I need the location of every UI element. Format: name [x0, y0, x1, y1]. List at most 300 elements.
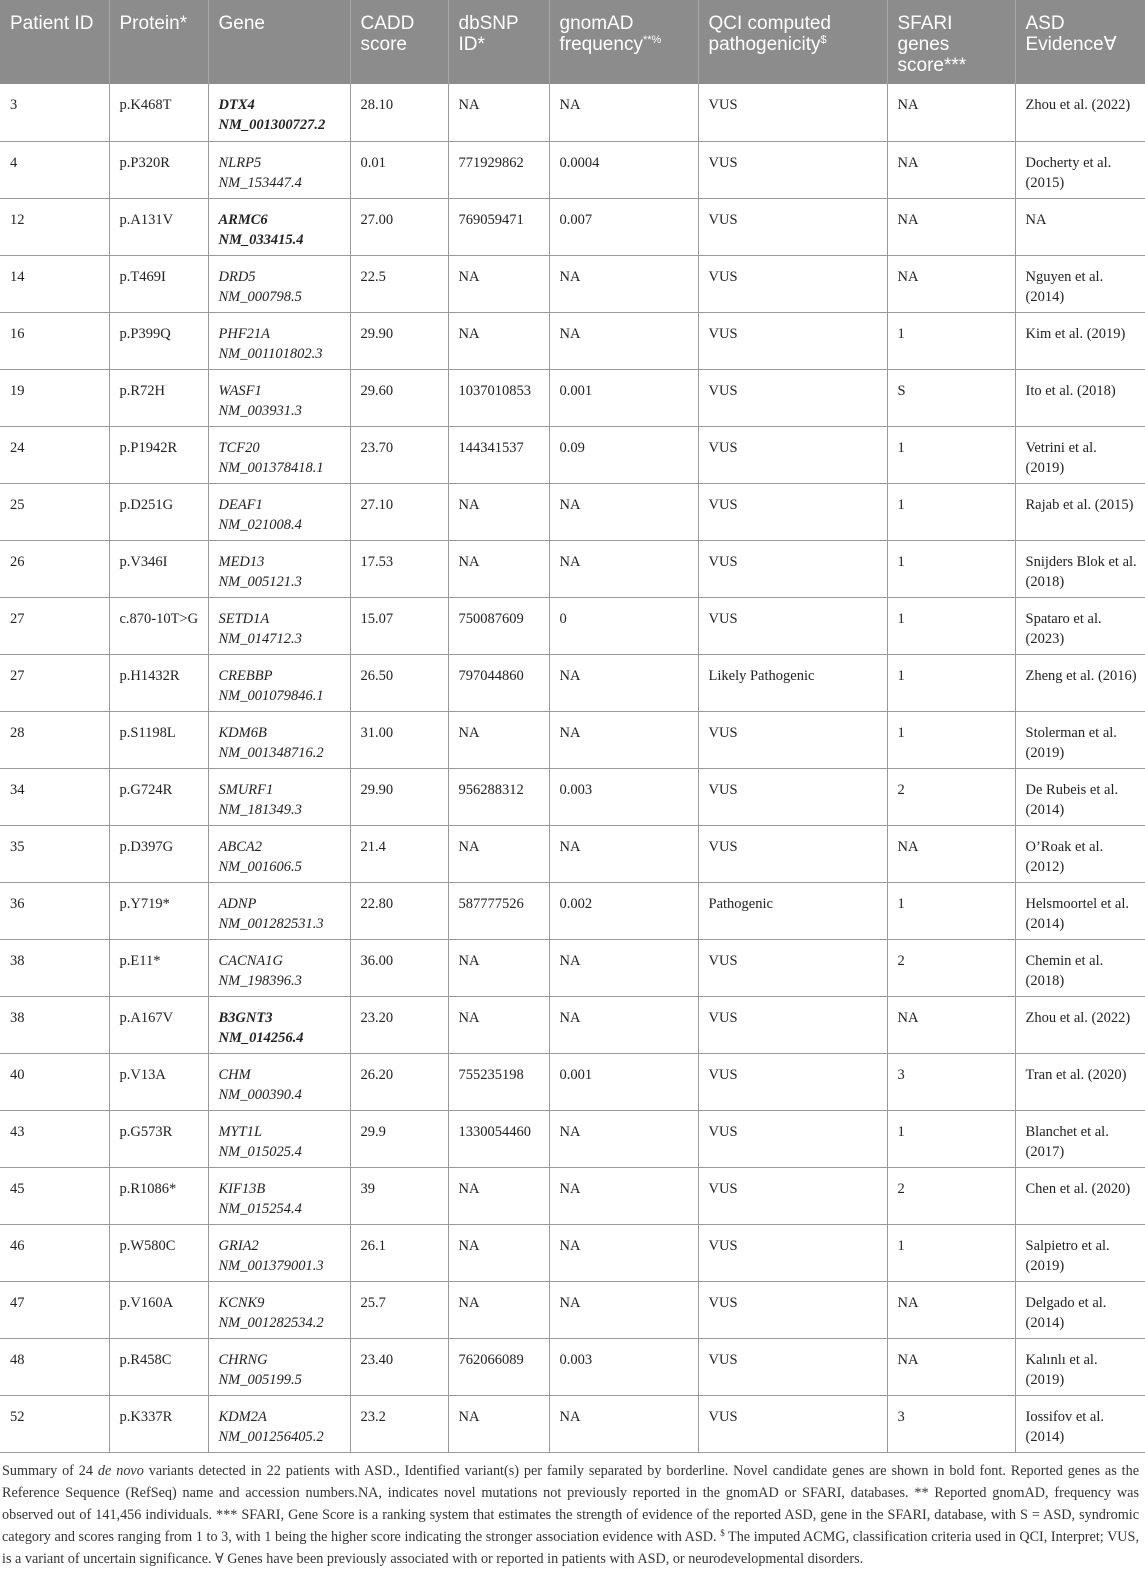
- table-row: [0, 483, 1145, 540]
- cadd-score-cell: 22.80: [350, 882, 448, 939]
- cadd-score-cell: 21.4: [350, 825, 448, 882]
- protein-cell: p.R72H: [109, 369, 208, 426]
- table-row: [0, 1167, 1145, 1224]
- patient-id-cell: 34: [0, 768, 109, 825]
- patient-id-cell: 40: [0, 1053, 109, 1110]
- dbsnp-id-cell: 1037010853: [448, 369, 549, 426]
- gnomad-frequency-cell: NA: [549, 825, 698, 882]
- pathogenicity-cell: VUS: [698, 1395, 887, 1452]
- protein-cell: p.R1086*: [109, 1167, 208, 1224]
- table-row: [0, 1224, 1145, 1281]
- sfari-score-cell: 3: [887, 1395, 1015, 1452]
- gene-cell: [208, 768, 350, 825]
- pathogenicity-cell: VUS: [698, 312, 887, 369]
- asd-evidence-cell: Helsmoortel et al. (2014): [1015, 882, 1145, 939]
- table-row: [0, 711, 1145, 768]
- sfari-score-cell: NA: [887, 255, 1015, 312]
- table-row: [0, 141, 1145, 198]
- protein-cell: p.W580C: [109, 1224, 208, 1281]
- cadd-score-cell: 22.5: [350, 255, 448, 312]
- protein-cell: p.K337R: [109, 1395, 208, 1452]
- column-header-label: Protein*: [119, 13, 188, 34]
- protein-cell: p.A167V: [109, 996, 208, 1053]
- dbsnp-id-cell: 1330054460: [448, 1110, 549, 1167]
- gene-accession: NM_198396.3: [218, 972, 302, 989]
- protein-cell: p.A131V: [109, 198, 208, 255]
- gnomad-frequency-cell: 0.003: [549, 768, 698, 825]
- dbsnp-id-cell: NA: [448, 996, 549, 1053]
- gene-accession: NM_015254.4: [218, 1200, 302, 1217]
- gene-accession: NM_021008.4: [218, 516, 302, 533]
- cadd-score-cell: 29.90: [350, 768, 448, 825]
- cadd-score-cell: 29.9: [350, 1110, 448, 1167]
- pathogenicity-cell: VUS: [698, 1110, 887, 1167]
- asd-evidence-cell: Snijders Blok et al. (2018): [1015, 540, 1145, 597]
- header-row: [0, 0, 1145, 84]
- asd-evidence-cell: Kalınlı et al. (2019): [1015, 1338, 1145, 1395]
- patient-id-cell: 38: [0, 939, 109, 996]
- cadd-score-cell: 39: [350, 1167, 448, 1224]
- sfari-score-cell: 3: [887, 1053, 1015, 1110]
- asd-evidence-cell: O’Roak et al. (2012): [1015, 825, 1145, 882]
- patient-id-cell: 52: [0, 1395, 109, 1452]
- gene-symbol: CREBBP: [218, 667, 273, 684]
- footnote-dollar: $: [720, 1527, 725, 1538]
- gene-symbol: ABCA2: [218, 838, 262, 855]
- asd-evidence-cell: Rajab et al. (2015): [1015, 483, 1145, 540]
- gnomad-frequency-cell: NA: [549, 996, 698, 1053]
- sfari-score-cell: 1: [887, 426, 1015, 483]
- column-header-label: ASD Evidence∀: [1025, 13, 1117, 55]
- gene-symbol: NLRP5: [218, 154, 262, 171]
- gene-symbol: ADNP: [218, 895, 257, 912]
- cadd-score-cell: 29.60: [350, 369, 448, 426]
- column-header-label: Gene: [218, 13, 265, 34]
- patient-id-cell: 35: [0, 825, 109, 882]
- pathogenicity-cell: VUS: [698, 84, 887, 141]
- protein-cell: p.P1942R: [109, 426, 208, 483]
- protein-cell: p.H1432R: [109, 654, 208, 711]
- gene-cell: [208, 1224, 350, 1281]
- sfari-score-cell: NA: [887, 825, 1015, 882]
- cadd-score-cell: 26.1: [350, 1224, 448, 1281]
- table-row: [0, 1395, 1145, 1452]
- patient-id-cell: 45: [0, 1167, 109, 1224]
- gene-symbol: ARMC6: [218, 211, 268, 228]
- patient-id-cell: 12: [0, 198, 109, 255]
- cadd-score-cell: 17.53: [350, 540, 448, 597]
- patient-id-cell: 43: [0, 1110, 109, 1167]
- patient-id-cell: 27: [0, 597, 109, 654]
- gnomad-frequency-cell: NA: [549, 711, 698, 768]
- table-header: [0, 0, 1145, 84]
- gene-cell: [208, 312, 350, 369]
- footnote-text-1: Summary of 24: [2, 1462, 98, 1479]
- cadd-score-cell: 28.10: [350, 84, 448, 141]
- table-row: [0, 255, 1145, 312]
- sfari-score-cell: NA: [887, 198, 1015, 255]
- pathogenicity-cell: VUS: [698, 711, 887, 768]
- gene-cell: [208, 1053, 350, 1110]
- gnomad-frequency-cell: NA: [549, 540, 698, 597]
- gene-cell: [208, 1395, 350, 1452]
- pathogenicity-cell: VUS: [698, 1167, 887, 1224]
- gene-symbol: GRIA2: [218, 1237, 259, 1254]
- sfari-score-cell: NA: [887, 141, 1015, 198]
- gnomad-frequency-cell: NA: [549, 84, 698, 141]
- protein-cell: p.Y719*: [109, 882, 208, 939]
- dbsnp-id-cell: 956288312: [448, 768, 549, 825]
- protein-cell: p.K468T: [109, 84, 208, 141]
- gnomad-frequency-cell: 0.001: [549, 1053, 698, 1110]
- asd-evidence-cell: Vetrini et al. (2019): [1015, 426, 1145, 483]
- gene-accession: NM_001379001.3: [218, 1257, 324, 1274]
- gene-symbol: KDM6B: [218, 724, 267, 741]
- gene-accession: NM_014256.4: [218, 1029, 304, 1046]
- patient-id-cell: 26: [0, 540, 109, 597]
- gene-symbol: DRD5: [218, 268, 256, 285]
- gene-symbol: SETD1A: [218, 610, 270, 627]
- cadd-score-cell: 27.00: [350, 198, 448, 255]
- gnomad-frequency-cell: 0: [549, 597, 698, 654]
- gene-cell: [208, 141, 350, 198]
- column-header: [698, 0, 887, 84]
- cadd-score-cell: 23.70: [350, 426, 448, 483]
- gene-accession: NM_014712.3: [218, 630, 302, 647]
- column-header: [448, 0, 549, 84]
- dbsnp-id-cell: NA: [448, 84, 549, 141]
- gene-cell: [208, 597, 350, 654]
- gnomad-frequency-cell: 0.09: [549, 426, 698, 483]
- asd-evidence-cell: Tran et al. (2020): [1015, 1053, 1145, 1110]
- asd-evidence-cell: Stolerman et al. (2019): [1015, 711, 1145, 768]
- gene-symbol: B3GNT3: [218, 1009, 273, 1026]
- pathogenicity-cell: VUS: [698, 255, 887, 312]
- gnomad-frequency-cell: NA: [549, 654, 698, 711]
- gene-cell: [208, 84, 350, 141]
- protein-cell: p.G724R: [109, 768, 208, 825]
- dbsnp-id-cell: 769059471: [448, 198, 549, 255]
- column-header-label: gnomAD frequency: [559, 13, 643, 55]
- gene-cell: [208, 540, 350, 597]
- gene-symbol: DTX4: [218, 97, 255, 113]
- asd-evidence-cell: Chen et al. (2020): [1015, 1167, 1145, 1224]
- gene-cell: [208, 882, 350, 939]
- sfari-score-cell: 1: [887, 312, 1015, 369]
- gnomad-frequency-cell: NA: [549, 312, 698, 369]
- protein-cell: p.S1198L: [109, 711, 208, 768]
- gene-cell: [208, 654, 350, 711]
- column-header-superscript: $: [820, 34, 827, 46]
- gnomad-frequency-cell: NA: [549, 1395, 698, 1452]
- table-row: [0, 654, 1145, 711]
- asd-evidence-cell: Blanchet et al. (2017): [1015, 1110, 1145, 1167]
- gene-symbol: CACNA1G: [218, 952, 283, 969]
- table-row: [0, 768, 1145, 825]
- column-header-label: Patient ID: [10, 13, 94, 34]
- gnomad-frequency-cell: NA: [549, 1167, 698, 1224]
- footnote-text-2: variants detected in 22 patients with ASD., Identified variant(s) per family separated by borderline. Novel candidate genes are shown in bold font. Reported genes as the Reference Sequence (RefSeq) name and accession numbers.NA, indicates novel mutations not previously reported in the gnomAD or SFARI, databases. ** Reported gnomAD, frequency was observed out of 141,456 individuals. *** SFARI, Gene Score is a ranking system that estimates the strength of evidence of the reported ASD, gene in the SFARI, database, with S = ASD, syndromic category and scores ranging from 1 to 3, with 1 being the higher score indicating the stronger association evidence with ASD.: [2, 1462, 1139, 1545]
- gene-accession: NM_001101802.3: [218, 345, 323, 362]
- pathogenicity-cell: Likely Pathogenic: [698, 654, 887, 711]
- dbsnp-id-cell: NA: [448, 540, 549, 597]
- sfari-score-cell: 1: [887, 483, 1015, 540]
- sfari-score-cell: 2: [887, 939, 1015, 996]
- table-row: [0, 1053, 1145, 1110]
- table-row: [0, 1110, 1145, 1167]
- patient-id-cell: 3: [10, 97, 18, 113]
- cadd-score-cell: 26.20: [350, 1053, 448, 1110]
- sfari-score-cell: 1: [887, 882, 1015, 939]
- sfari-score-cell: 2: [887, 768, 1015, 825]
- gnomad-frequency-cell: 0.003: [549, 1338, 698, 1395]
- table-footnote: [0, 1453, 1145, 1570]
- column-header-label: QCI computed pathogenicity: [708, 13, 831, 55]
- protein-cell: p.D251G: [109, 483, 208, 540]
- asd-evidence-cell: Iossifov et al. (2014): [1015, 1395, 1145, 1452]
- pathogenicity-cell: VUS: [698, 141, 887, 198]
- column-header-label: CADD score: [360, 13, 415, 55]
- gene-cell: [208, 1110, 350, 1167]
- gene-symbol: PHF21A: [218, 325, 271, 342]
- asd-evidence-cell: Zheng et al. (2016): [1015, 654, 1145, 711]
- dbsnp-id-cell: NA: [448, 939, 549, 996]
- cadd-score-cell: 0.01: [350, 141, 448, 198]
- pathogenicity-cell: VUS: [698, 1224, 887, 1281]
- gene-accession: NM_015025.4: [218, 1143, 302, 1160]
- pathogenicity-cell: VUS: [698, 1338, 887, 1395]
- dbsnp-id-cell: 755235198: [448, 1053, 549, 1110]
- gene-symbol: WASF1: [218, 382, 262, 399]
- gnomad-frequency-cell: NA: [549, 939, 698, 996]
- protein-cell: p.D397G: [109, 825, 208, 882]
- dbsnp-id-cell: NA: [448, 1167, 549, 1224]
- column-header-label: SFARI genes score***: [897, 13, 967, 76]
- cadd-score-cell: 31.00: [350, 711, 448, 768]
- gene-symbol: KDM2A: [218, 1408, 267, 1425]
- gene-accession: NM_001282531.3: [218, 915, 324, 932]
- pathogenicity-cell: Pathogenic: [698, 882, 887, 939]
- table-row: [0, 882, 1145, 939]
- sfari-score-cell: 1: [887, 1110, 1015, 1167]
- gene-cell: [208, 1338, 350, 1395]
- gene-symbol: CHM: [218, 1066, 251, 1083]
- table-row: [0, 369, 1145, 426]
- column-header: [1015, 0, 1145, 84]
- table-row: [0, 597, 1145, 654]
- cadd-score-cell: 29.90: [350, 312, 448, 369]
- pathogenicity-cell: VUS: [698, 198, 887, 255]
- asd-evidence-cell: Kim et al. (2019): [1015, 312, 1145, 369]
- gene-accession: NM_000798.5: [218, 288, 302, 305]
- gene-accession: NM_181349.3: [218, 801, 302, 818]
- gene-symbol: TCF20: [218, 439, 260, 456]
- table-row: [0, 1338, 1145, 1395]
- sfari-score-cell: 2: [887, 1167, 1015, 1224]
- cadd-score-cell: 26.50: [350, 654, 448, 711]
- column-header: [0, 0, 109, 84]
- column-header: [109, 0, 208, 84]
- gene-accession: NM_003931.3: [218, 402, 302, 419]
- patient-id-cell: 4: [0, 141, 109, 198]
- sfari-score-cell: NA: [887, 996, 1015, 1053]
- cadd-score-cell: 27.10: [350, 483, 448, 540]
- sfari-score-cell: NA: [887, 1281, 1015, 1338]
- protein-cell: c.870-10T>G: [109, 597, 208, 654]
- dbsnp-id-cell: NA: [448, 1224, 549, 1281]
- column-header-superscript: **%: [642, 34, 662, 46]
- dbsnp-id-cell: NA: [448, 711, 549, 768]
- asd-evidence-cell: Salpietro et al. (2019): [1015, 1224, 1145, 1281]
- cadd-score-cell: 23.2: [350, 1395, 448, 1452]
- asd-evidence-cell: Zhou et al. (2022): [1015, 996, 1145, 1053]
- column-header: [549, 0, 698, 84]
- dbsnp-id-cell: NA: [448, 1395, 549, 1452]
- patient-id-cell: 47: [0, 1281, 109, 1338]
- gene-accession: NM_005121.3: [218, 573, 302, 590]
- asd-evidence-cell: Chemin et al. (2018): [1015, 939, 1145, 996]
- dbsnp-id-cell: 144341537: [448, 426, 549, 483]
- gene-cell: [208, 369, 350, 426]
- dbsnp-id-cell: NA: [448, 825, 549, 882]
- gene-accession: NM_005199.5: [218, 1371, 302, 1388]
- pathogenicity-cell: VUS: [698, 1281, 887, 1338]
- gene-symbol: KCNK9: [218, 1294, 265, 1311]
- cadd-score-cell: 36.00: [350, 939, 448, 996]
- gnomad-frequency-cell: NA: [549, 1110, 698, 1167]
- patient-id-cell: 25: [0, 483, 109, 540]
- table-row: [0, 426, 1145, 483]
- gene-cell: [208, 711, 350, 768]
- gene-symbol: KIF13B: [218, 1180, 266, 1197]
- gene-symbol: CHRNG: [218, 1351, 268, 1368]
- patient-id-cell: 36: [0, 882, 109, 939]
- sfari-score-cell: 1: [887, 1224, 1015, 1281]
- asd-evidence-cell: Zhou et al. (2022): [1015, 84, 1145, 141]
- dbsnp-id-cell: 762066089: [448, 1338, 549, 1395]
- cadd-score-cell: 23.40: [350, 1338, 448, 1395]
- cadd-score-cell: 23.20: [350, 996, 448, 1053]
- pathogenicity-cell: VUS: [698, 597, 887, 654]
- protein-cell: p.E11*: [109, 939, 208, 996]
- patient-id-cell: 38: [0, 996, 109, 1053]
- table-body: [0, 84, 1145, 1452]
- patient-id-cell: 28: [0, 711, 109, 768]
- gene-cell: [208, 996, 350, 1053]
- gene-accession: NM_001378418.1: [218, 459, 324, 476]
- gene-cell: [208, 198, 350, 255]
- gnomad-frequency-cell: NA: [549, 483, 698, 540]
- gene-cell: [208, 483, 350, 540]
- gene-accession: NM_000390.4: [218, 1086, 302, 1103]
- gene-symbol: SMURF1: [218, 781, 274, 798]
- patient-id-cell: 48: [0, 1338, 109, 1395]
- sfari-score-cell: S: [887, 369, 1015, 426]
- protein-cell: p.R458C: [109, 1338, 208, 1395]
- sfari-score-cell: 1: [887, 711, 1015, 768]
- dbsnp-id-cell: 587777526: [448, 882, 549, 939]
- sfari-score-cell: NA: [887, 84, 1015, 141]
- pathogenicity-cell: VUS: [698, 426, 887, 483]
- gnomad-frequency-cell: NA: [549, 255, 698, 312]
- dbsnp-id-cell: NA: [448, 1281, 549, 1338]
- gnomad-frequency-cell: 0.007: [549, 198, 698, 255]
- table-row: [0, 540, 1145, 597]
- asd-evidence-cell: Spataro et al. (2023): [1015, 597, 1145, 654]
- dbsnp-id-cell: NA: [448, 312, 549, 369]
- protein-cell: p.V346I: [109, 540, 208, 597]
- gene-accession: NM_001300727.2: [218, 117, 326, 133]
- protein-cell: p.V13A: [109, 1053, 208, 1110]
- table-row: [0, 312, 1145, 369]
- gnomad-frequency-cell: NA: [549, 1224, 698, 1281]
- pathogenicity-cell: VUS: [698, 939, 887, 996]
- patient-id-cell: 14: [0, 255, 109, 312]
- gene-cell: [208, 426, 350, 483]
- pathogenicity-cell: VUS: [698, 825, 887, 882]
- protein-cell: p.V160A: [109, 1281, 208, 1338]
- gene-accession: NM_001256405.2: [218, 1428, 324, 1445]
- table-row: [0, 996, 1145, 1053]
- cadd-score-cell: 25.7: [350, 1281, 448, 1338]
- pathogenicity-cell: VUS: [698, 1053, 887, 1110]
- table-row: [0, 84, 1145, 141]
- dbsnp-id-cell: 771929862: [448, 141, 549, 198]
- gene-cell: [208, 1167, 350, 1224]
- gene-cell: [208, 939, 350, 996]
- gnomad-frequency-cell: 0.002: [549, 882, 698, 939]
- pathogenicity-cell: VUS: [698, 369, 887, 426]
- protein-cell: p.P320R: [109, 141, 208, 198]
- gene-cell: [208, 825, 350, 882]
- protein-cell: p.T469I: [109, 255, 208, 312]
- dbsnp-id-cell: 750087609: [448, 597, 549, 654]
- table-row: [0, 198, 1145, 255]
- protein-cell: p.G573R: [109, 1110, 208, 1167]
- pathogenicity-cell: VUS: [698, 768, 887, 825]
- gene-symbol: MED13: [218, 553, 265, 570]
- table-row: [0, 939, 1145, 996]
- gnomad-frequency-cell: NA: [549, 1281, 698, 1338]
- footnote-text-3: The imputed ACMG, classification criteria used in QCI, Interpret; VUS, is a variant of uncertain significance. ∀ Genes have been previously associated with or reported in patients with ASD, or neurodevelopmental disorders.: [2, 1528, 1139, 1567]
- gene-accession: NM_001606.5: [218, 858, 302, 875]
- sfari-score-cell: 1: [887, 654, 1015, 711]
- gene-symbol: DEAF1: [218, 496, 263, 513]
- gene-symbol: MYT1L: [218, 1123, 263, 1140]
- dbsnp-id-cell: NA: [448, 483, 549, 540]
- patient-id-cell: 46: [0, 1224, 109, 1281]
- pathogenicity-cell: VUS: [698, 483, 887, 540]
- asd-evidence-cell: Ito et al. (2018): [1015, 369, 1145, 426]
- asd-evidence-cell: De Rubeis et al. (2014): [1015, 768, 1145, 825]
- protein-cell: p.P399Q: [109, 312, 208, 369]
- pathogenicity-cell: VUS: [698, 540, 887, 597]
- sfari-score-cell: NA: [887, 1338, 1015, 1395]
- dbsnp-id-cell: NA: [448, 255, 549, 312]
- table-row: [0, 825, 1145, 882]
- asd-evidence-cell: Delgado et al. (2014): [1015, 1281, 1145, 1338]
- column-header-label: dbSNP ID*: [458, 13, 519, 55]
- asd-evidence-cell: NA: [1015, 198, 1145, 255]
- asd-evidence-cell: Nguyen et al. (2014): [1015, 255, 1145, 312]
- dbsnp-id-cell: 797044860: [448, 654, 549, 711]
- gnomad-frequency-cell: 0.001: [549, 369, 698, 426]
- column-header: [208, 0, 350, 84]
- table-row: [0, 1281, 1145, 1338]
- asd-evidence-cell: Docherty et al. (2015): [1015, 141, 1145, 198]
- patient-id-cell: 27: [0, 654, 109, 711]
- pathogenicity-cell: VUS: [698, 996, 887, 1053]
